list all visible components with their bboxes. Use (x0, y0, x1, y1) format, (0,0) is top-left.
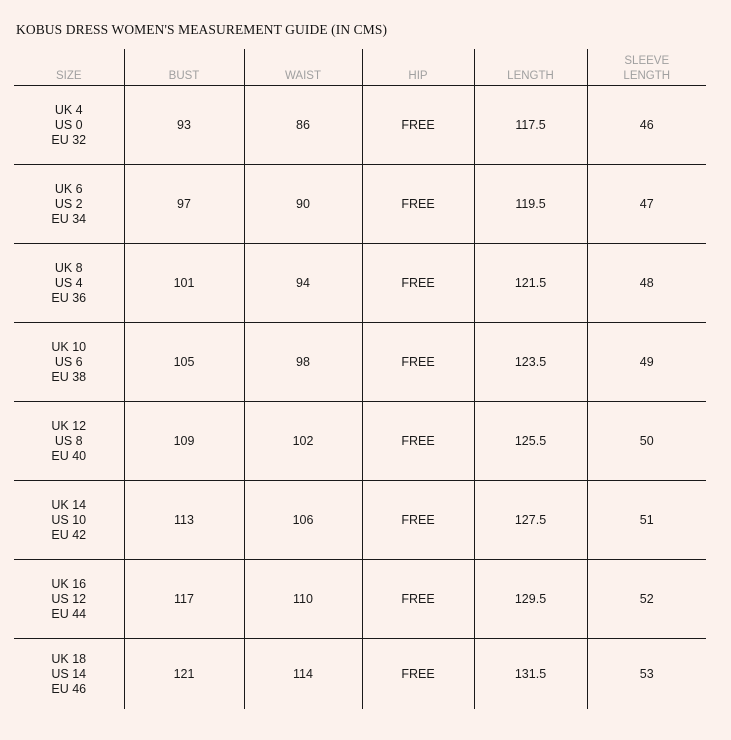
size-eu: EU 40 (51, 448, 87, 463)
size-us: US 2 (54, 196, 83, 211)
waist-cell: 98 (244, 323, 362, 402)
table-header-row (14, 49, 706, 86)
header-sleeve-length (587, 49, 706, 86)
header-waist: WAIST (244, 49, 362, 86)
sleeve-length-cell: 50 (587, 402, 706, 481)
size-us: US 4 (54, 275, 83, 290)
size-eu: EU 34 (51, 211, 87, 226)
sleeve-length-cell: 51 (587, 481, 706, 560)
sleeve-length-cell: 52 (587, 560, 706, 639)
hip-cell: FREE (362, 86, 474, 165)
header-sleeve-line-2: LENGTH (623, 70, 671, 82)
table-row (14, 481, 706, 560)
size-uk: UK 10 (51, 339, 87, 354)
size-cell (14, 481, 124, 560)
length-cell: 129.5 (474, 560, 587, 639)
bust-cell: 117 (124, 560, 244, 639)
size-eu: EU 44 (51, 606, 87, 621)
waist-cell: 102 (244, 402, 362, 481)
length-cell: 117.5 (474, 86, 587, 165)
hip-cell: FREE (362, 402, 474, 481)
sleeve-length-cell: 49 (587, 323, 706, 402)
sleeve-length-cell: 53 (587, 639, 706, 710)
size-eu: EU 42 (51, 527, 87, 542)
header-length: LENGTH (474, 49, 587, 86)
hip-cell: FREE (362, 165, 474, 244)
size-us: US 12 (51, 591, 87, 606)
bust-cell: 101 (124, 244, 244, 323)
bust-cell: 97 (124, 165, 244, 244)
size-cell (14, 323, 124, 402)
waist-cell: 86 (244, 86, 362, 165)
size-cell (14, 165, 124, 244)
waist-cell: 110 (244, 560, 362, 639)
size-us: US 10 (51, 512, 87, 527)
size-uk: UK 12 (51, 418, 87, 433)
size-cell (14, 86, 124, 165)
table-row (14, 639, 706, 710)
bust-cell: 109 (124, 402, 244, 481)
waist-cell: 94 (244, 244, 362, 323)
table-row (14, 244, 706, 323)
table-row (14, 560, 706, 639)
size-cell (14, 560, 124, 639)
size-cell (14, 244, 124, 323)
size-eu: EU 38 (51, 369, 87, 384)
hip-cell: FREE (362, 323, 474, 402)
length-cell: 125.5 (474, 402, 587, 481)
bust-cell: 121 (124, 639, 244, 710)
sleeve-length-cell: 48 (587, 244, 706, 323)
table-row (14, 323, 706, 402)
size-eu: EU 36 (51, 290, 87, 305)
size-cell (14, 402, 124, 481)
size-us: US 14 (51, 666, 87, 681)
size-uk: UK 8 (54, 260, 83, 275)
size-eu: EU 32 (51, 132, 87, 147)
sleeve-length-cell: 46 (587, 86, 706, 165)
measurement-table (14, 49, 706, 709)
header-hip: HIP (362, 49, 474, 86)
size-uk: UK 4 (54, 102, 83, 117)
size-uk: UK 16 (51, 576, 87, 591)
header-sleeve-line-1: SLEEVE (624, 55, 670, 67)
hip-cell: FREE (362, 481, 474, 560)
size-uk: UK 6 (54, 181, 83, 196)
waist-cell: 114 (244, 639, 362, 710)
size-cell (14, 639, 124, 710)
length-cell: 121.5 (474, 244, 587, 323)
size-uk: UK 14 (51, 497, 87, 512)
size-uk: UK 18 (51, 651, 87, 666)
length-cell: 127.5 (474, 481, 587, 560)
page-title: KOBUS DRESS WOMEN'S MEASUREMENT GUIDE (IN CMS) (16, 22, 388, 37)
size-us: US 6 (54, 354, 83, 369)
waist-cell: 106 (244, 481, 362, 560)
length-cell: 131.5 (474, 639, 587, 710)
size-eu: EU 46 (51, 681, 87, 696)
hip-cell: FREE (362, 560, 474, 639)
size-us: US 0 (54, 117, 83, 132)
table-row (14, 402, 706, 481)
hip-cell: FREE (362, 639, 474, 710)
length-cell: 123.5 (474, 323, 587, 402)
bust-cell: 105 (124, 323, 244, 402)
header-size: SIZE (14, 49, 124, 86)
header-bust: BUST (124, 49, 244, 86)
waist-cell: 90 (244, 165, 362, 244)
length-cell: 119.5 (474, 165, 587, 244)
hip-cell: FREE (362, 244, 474, 323)
sleeve-length-cell: 47 (587, 165, 706, 244)
table-row (14, 86, 706, 165)
size-us: US 8 (54, 433, 83, 448)
bust-cell: 113 (124, 481, 244, 560)
table-row (14, 165, 706, 244)
bust-cell: 93 (124, 86, 244, 165)
